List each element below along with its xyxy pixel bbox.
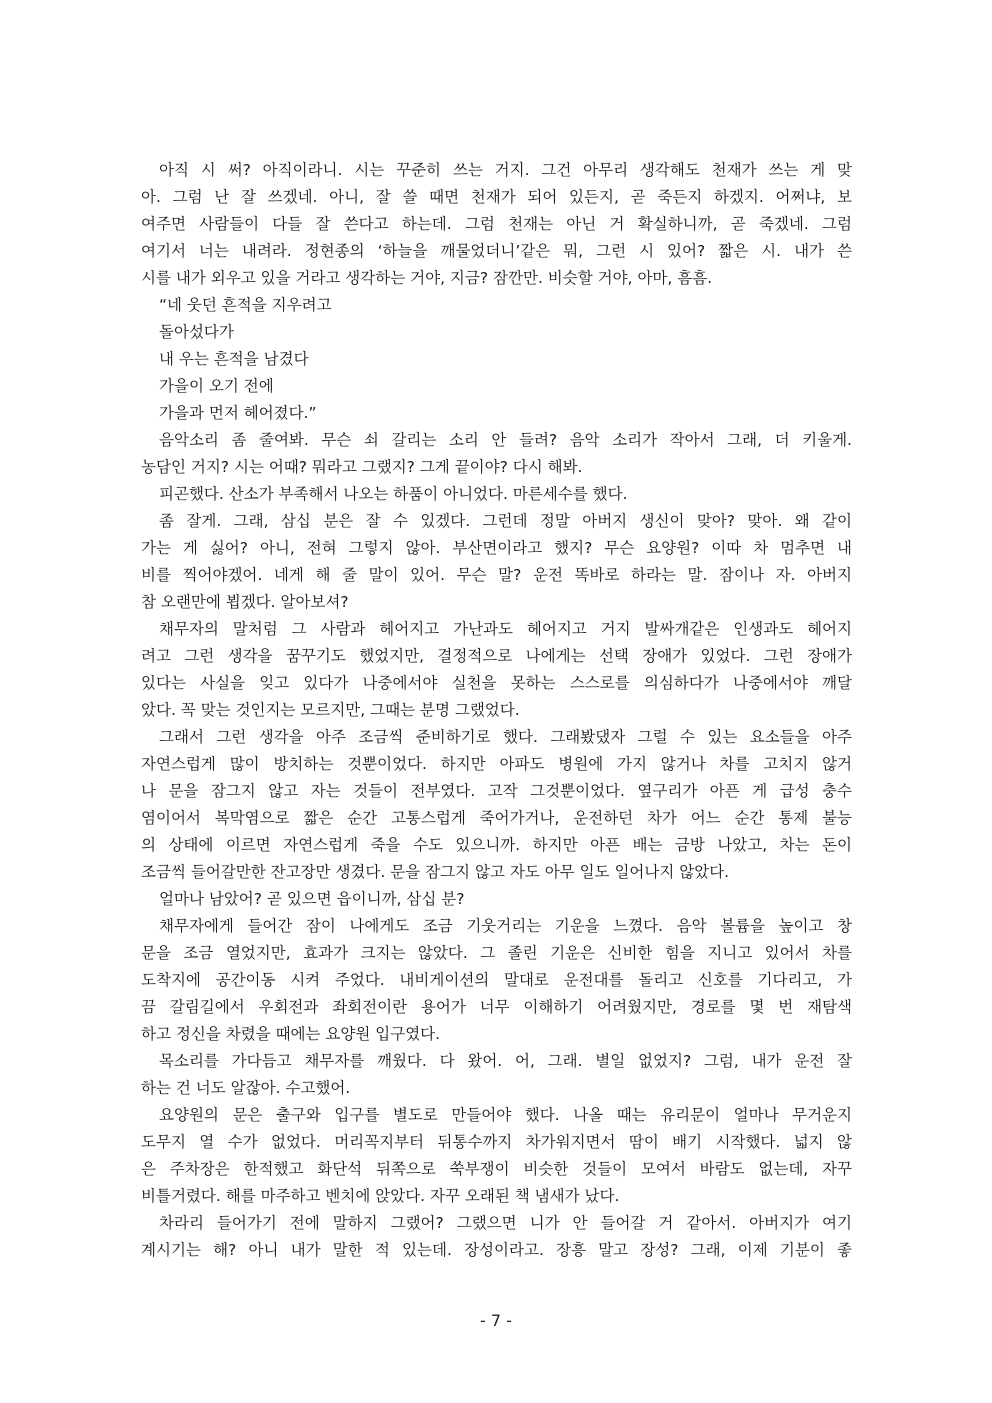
- text-line: 은 주차장은 한적했고 화단석 뒤쪽으로 쑥부쟁이 비슷한 것들이 모여서 바람도 없는데, 자꾸: [141, 1160, 852, 1178]
- text-line: 좀 잘게. 그래, 삼십 분은 잘 수 있겠다. 그런데 정말 아버지 생신이 맞아? 맞아. 왜 같이: [159, 512, 852, 530]
- text-line: 내 우는 흔적을 남겼다: [159, 350, 309, 368]
- text-line: 가을과 먼저 헤어졌다.”: [159, 404, 317, 422]
- text-line: 가는 게 싫어? 아니, 전혀 그렇지 않아. 부산면이라고 했지? 무슨 요양원? 이따 차 멈추면 내: [141, 539, 852, 557]
- text-line: 얼마나 남았어? 곧 있으면 읍이니까, 삼십 분?: [159, 890, 465, 908]
- text-line: 계시기는 해? 아니 내가 말한 적 있는데. 장성이라고. 장흥 말고 장성? 그래, 이제 기분이 좋: [141, 1241, 852, 1259]
- text-line: “네 웃던 흔적을 지우려고: [159, 296, 332, 314]
- text-line: 자연스럽게 많이 방치하는 것뿐이었다. 하지만 아파도 병원에 가지 않거나 차를 고치지 않거: [141, 755, 852, 773]
- text-line: 나 문을 잠그지 않고 자는 것들이 전부였다. 고작 그것뿐이었다. 옆구리가 아픈 게 급성 충수: [141, 782, 852, 800]
- text-line: 돌아섰다가: [159, 323, 234, 341]
- text-line: 요양원의 문은 출구와 입구를 별도로 만들어야 했다. 나올 때는 유리문이 얼마나 무거운지: [159, 1106, 852, 1124]
- text-line: 그래서 그런 생각을 아주 조금씩 준비하기로 했다. 그래봤댔자 그럴 수 있는 요소들을 아주: [159, 728, 852, 746]
- text-line: 아직 시 써? 아직이라니. 시는 꾸준히 쓰는 거지. 그건 아무리 생각해도 천재가 쓰는 게 맞: [159, 161, 852, 179]
- text-line: 조금씩 들어갈만한 잔고장만 생겼다. 문을 잠그지 않고 자도 아무 일도 일어나지 않았다.: [141, 863, 730, 881]
- text-line: 문을 조금 열었지만, 효과가 크지는 않았다. 그 졸린 기운은 신비한 힘을 지니고 있어서 차를: [141, 944, 852, 962]
- text-line: 참 오랜만에 뵙겠다. 알아보셔?: [141, 593, 349, 611]
- text-line: 았다. 꼭 맞는 것인지는 모르지만, 그때는 분명 그랬었다.: [141, 701, 520, 719]
- text-line: 끔 갈림길에서 우회전과 좌회전이란 용어가 너무 이해하기 어려웠지만, 경로를 몇 번 재탐색: [141, 998, 852, 1016]
- text-line: 비틀거렸다. 해를 마주하고 벤치에 앉았다. 자꾸 오래된 책 냄새가 났다.: [141, 1187, 620, 1205]
- page-number: - 7 -: [480, 1311, 512, 1330]
- text-line: 농담인 거지? 시는 어때? 뭐라고 그랬지? 그게 끝이야? 다시 해봐.: [141, 458, 583, 476]
- text-line: 목소리를 가다듬고 채무자를 깨웠다. 다 왔어. 어, 그래. 별일 없었지? 그럼, 내가 운전 잘: [159, 1052, 852, 1070]
- document-body: [141, 157, 852, 1264]
- text-line: 가을이 오기 전에: [159, 377, 274, 395]
- text-line: 시를 내가 외우고 있을 거라고 생각하는 거야, 지금? 잠깐만. 비슷할 거야, 아마, 흠흠.: [141, 269, 713, 287]
- text-line: 하고 정신을 차렸을 때에는 요양원 입구였다.: [141, 1025, 441, 1043]
- text-line: 채무자에게 들어간 잠이 나에게도 조금 기웃거리는 기운을 느꼈다. 음악 볼륨을 높이고 창: [159, 917, 852, 935]
- text-line: 여기서 너는 내려라. 정현종의 ‘하늘을 깨물었더니’같은 뭐, 그런 시 있어? 짧은 시. 내가 쓴: [141, 242, 852, 260]
- text-line: 하는 건 너도 알잖아. 수고했어.: [141, 1079, 351, 1097]
- text-line: 려고 그런 생각을 꿈꾸기도 했었지만, 결정적으로 나에게는 선택 장애가 있었다. 그런 장애가: [141, 647, 852, 665]
- text-line: 여주면 사람들이 다들 잘 쓴다고 하는데. 그럼 천재는 아닌 거 확실하니까, 곧 죽겠네. 그럼: [141, 215, 852, 233]
- text-line: 비를 찍어야겠어. 네게 해 줄 말이 있어. 무슨 말? 운전 똑바로 하라는 말. 잠이나 자. 아버지: [141, 566, 852, 584]
- text-line: 도착지에 공간이동 시켜 주었다. 내비게이션의 말대로 운전대를 돌리고 신호를 기다리고, 가: [141, 971, 852, 989]
- text-line: 의 상태에 이르면 자연스럽게 죽을 수도 있으니까. 하지만 아픈 배는 금방 나았고, 차는 돈이: [141, 836, 852, 854]
- text-line: 아. 그럼 난 잘 쓰겠네. 아니, 잘 쓸 때면 천재가 되어 있든지, 곧 죽든지 하겠지. 어쩌냐, 보: [141, 188, 852, 206]
- text-line: 있다는 사실을 잊고 있다가 나중에서야 실천을 못하는 스스로를 의심하다가 나중에서야 깨달: [141, 674, 852, 692]
- text-line: 염이어서 복막염으로 짧은 순간 고통스럽게 죽어가거나, 운전하던 차가 어느 순간 통제 불능: [141, 809, 852, 827]
- text-line: 채무자의 말처럼 그 사람과 헤어지고 가난과도 헤어지고 거지 발싸개같은 인생과도 헤어지: [159, 620, 852, 638]
- text-line: 음악소리 좀 줄여봐. 무슨 쇠 갈리는 소리 안 들려? 음악 소리가 작아서 그래, 더 키울게.: [159, 431, 852, 449]
- text-line: 피곤했다. 산소가 부족해서 나오는 하품이 아니었다. 마른세수를 했다.: [159, 485, 628, 503]
- text-line: 차라리 들어가기 전에 말하지 그랬어? 그랬으면 니가 안 들어갈 거 같아서. 아버지가 여기: [159, 1214, 852, 1232]
- text-line: 도무지 열 수가 없었다. 머리꼭지부터 뒤통수까지 차가워지면서 땀이 배기 시작했다. 넓지 않: [141, 1133, 852, 1151]
